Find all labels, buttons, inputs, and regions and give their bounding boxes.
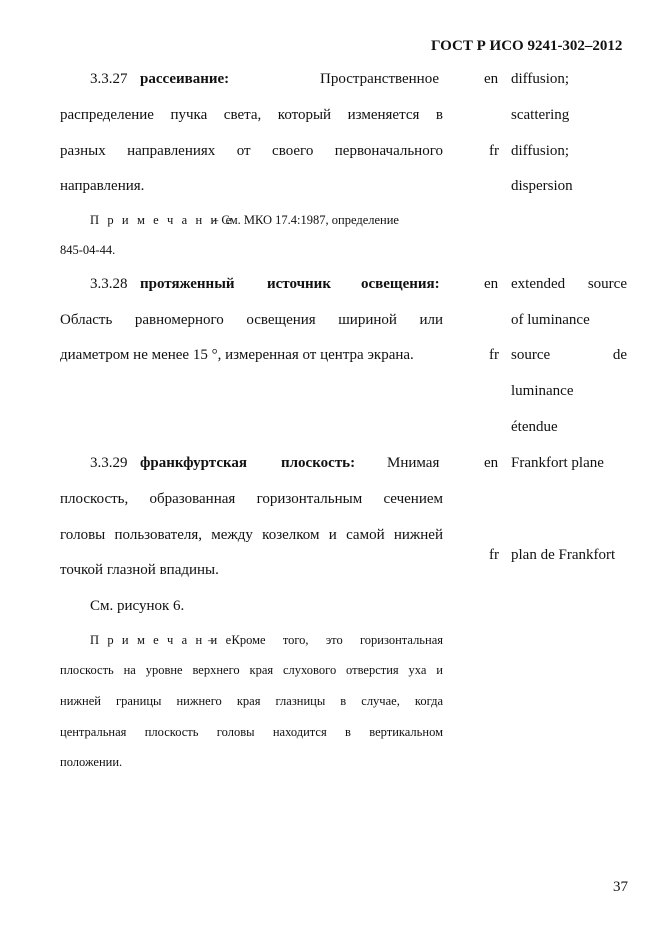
note-text: плоскость на уровне верхнего края слухового отверстия уха и	[60, 663, 443, 677]
note-text: положении.	[60, 755, 123, 769]
term-title-word: плоскость:	[281, 455, 356, 471]
term-title-word: протяженный	[140, 276, 235, 292]
term-number: 3.3.29	[90, 455, 128, 471]
french-equivalent: diffusion;	[511, 143, 570, 159]
term-title-word: франкфуртская	[140, 455, 248, 471]
definition-line: головы пользователя, между козелком и самой нижней	[60, 527, 443, 543]
definition-text: Пространственное	[320, 71, 440, 87]
french-equivalent: source de	[511, 347, 627, 363]
document-header: ГОСТ Р ИСО 9241-302–2012	[431, 38, 623, 54]
definition-line: Область равномерного освещения шириной или	[60, 312, 443, 328]
definition-line: плоскость, образованная горизонтальным сечением	[60, 491, 443, 507]
english-equivalent: extended source	[511, 276, 627, 292]
definition-line: диаметром не менее 15 °, измеренная от центра экрана.	[60, 347, 414, 363]
english-equivalent: diffusion;	[511, 71, 570, 87]
definition-line: направления.	[60, 178, 145, 194]
definition-line: разных направлениях от своего первоначального	[60, 143, 443, 159]
lang-code-en: en	[484, 455, 499, 471]
term-title-word: источник	[267, 276, 331, 292]
note-text: – Кроме того, это горизонтальная	[208, 633, 443, 647]
french-equivalent: dispersion	[511, 178, 573, 194]
lang-code-en: en	[484, 71, 499, 87]
definition-line: точкой глазной впадины.	[60, 562, 219, 578]
definition-text: Мнимая	[387, 455, 440, 471]
term-number: 3.3.27	[90, 71, 128, 87]
english-equivalent: of luminance	[511, 312, 590, 328]
french-equivalent: plan de Frankfort	[511, 547, 616, 563]
english-equivalent: Frankfort plane	[511, 455, 604, 471]
french-equivalent: luminance	[511, 383, 574, 399]
note-text: центральная плоскость головы находится в вертикальном	[60, 725, 443, 739]
note-text: нижней границы нижнего края глазницы в случае, когда	[60, 694, 443, 708]
english-equivalent: scattering	[511, 107, 570, 123]
see-also-reference: См. рисунок 6.	[90, 598, 185, 614]
definition-line: распределение пучка света, который изменяется в	[60, 107, 443, 123]
term-title: рассеивание:	[140, 71, 230, 87]
lang-code-fr: fr	[489, 143, 499, 159]
french-equivalent: étendue	[511, 419, 558, 435]
note-text: – См. МКО 17.4:1987, определение	[212, 213, 399, 227]
lang-code-fr: fr	[489, 347, 499, 363]
note-label: П р и м е ч а н и е	[90, 213, 234, 227]
note-label: П р и м е ч а н и е	[90, 633, 234, 647]
lang-code-fr: fr	[489, 547, 499, 563]
lang-code-en: en	[484, 276, 499, 292]
term-number: 3.3.28	[90, 276, 128, 292]
note-text: 845-04-44.	[60, 243, 116, 257]
page-number: 37	[613, 879, 628, 895]
term-title-word: освещения:	[361, 276, 440, 292]
